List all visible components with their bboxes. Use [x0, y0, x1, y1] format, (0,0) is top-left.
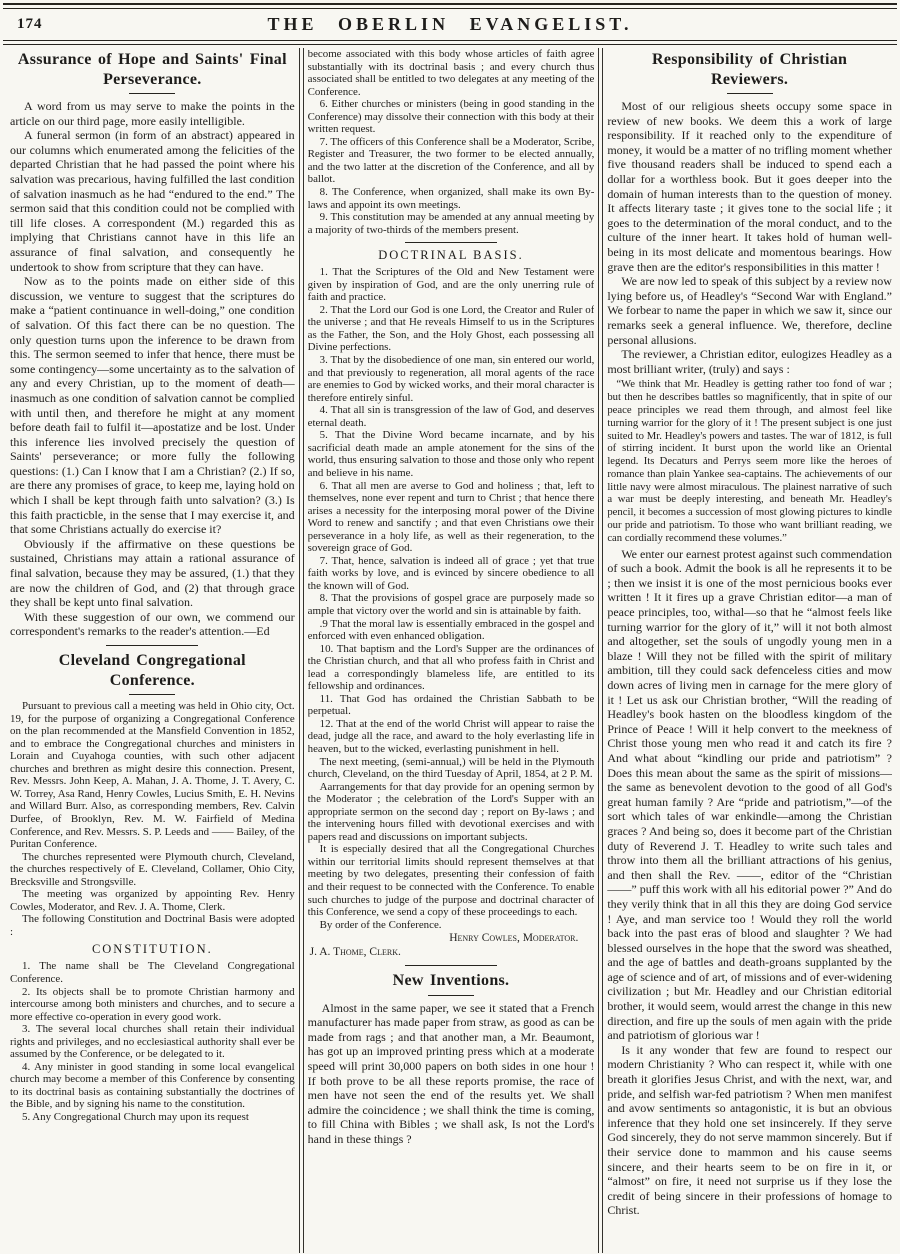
headline-rule: [129, 93, 175, 94]
paragraph: 1. The name shall be The Cleveland Congregational Conference.: [10, 960, 295, 985]
paragraph: Most of our religious sheets occupy some space in review of new books. We deem this a work of large responsibility. If it reached only to the expenditure of money, it would be a matter of no trifling moment whether five thousand readers shall be induced to spend each a dollar for a worthless book. But it goes deeper into the domain of human interests than to the question of money. It affects literary taste ; it gives tone to the social life ; it goes to the determination of the moral conduct, and to the culture of the inner heart. It takes hold of human well-being in its most delicate and momentous bearings. How grave then are the editor's responsibilities in this matter !: [607, 99, 892, 274]
paragraph: Obviously if the affirmative on these questions be sustained, Christians may attain a rational assurance of final salvation, because they may be assured, (1.) that they are now the children of God, and (2) that through grace they shall be kept unto final salvation.: [10, 536, 295, 610]
column-2: [308, 48, 595, 1253]
article-divider: [405, 242, 497, 243]
headline-rule: [727, 93, 773, 94]
paragraph: The following Constitution and Doctrinal Basis were adopted :: [10, 913, 295, 938]
column-3: [607, 48, 892, 1253]
paragraph: 3. That by the disobedience of one man, sin entered our world, and that previously to regeneration, all moral agents of the race are enemies to God by wicked works, and their moral character is therefore entirely sinful.: [307, 354, 595, 404]
paragraph: We enter our earnest protest against such commendation of such a book. Admit the book is all he represents it to be ; then we insist it is one of the most pernicious books ever written ! It it fires up a grave Christian editor—a man of peace principles, too, withal—so that he “almost feels like turning warrior for the glory of it,” will it not both almost and altogether, set the souls of ungodly young men in a blaze ! Will they not be filled with the spirit of military ambition, till they could sack defenceless cities and mow down acres of living men in carnage for the mere glory of it ! Let us ask our Christian brother, “Will the reading of Headley's book hasten on the bloodless kingdom of the Prince of Peace ! Will it help convert to the meekness of Christ those young men who read it and catch its fire ? And what about “kindling our pride and patriotism” ? Does this mean about the same as the spirit of missions—the same as benevolent devotion to the good of all God's great human family ? Are “pride and patriotism,”—of the sort which tales of war enkindle—among the Christian graces ? And being so, does it become part of the Christian duty of Reverend J. T. Headley to write such tales and throw into them all the brilliant attractions of his genius, and then shall the Rev. ——, editor of the “Christian ——” puff this work with all his editorial power ?” And do they verily think that in all this they are doing God service ! Aye, and man service too ! Would they roll the world back into the past eras of blood and slaughter ? We had blessed ourselves in the hope that the sword was sheathed, and the age of battles and death-groans supplanted by the age of science and of art, of missions and of ever-widening civilization ; but Mr. Headley and our Christian editorial brother, it would seem, would arrest the change in this new direction, and fire up the souls of men again with the pride and patriotism of glorious war !: [607, 546, 892, 1043]
paragraph: By order of the Conference.: [319, 918, 442, 931]
signature: J. A. Thome, Clerk.: [309, 946, 401, 959]
section-subhead: CONSTITUTION.: [91, 942, 213, 957]
paragraph: 7. That, hence, salvation is indeed all of grace ; yet that true faith works by love, and is evinced by sincere obedience to all the known will of God.: [307, 554, 595, 592]
paragraph: A funeral sermon (in form of an abstract) appeared in our columns which enumerated among the felicities of the departed Christian that he had passed the point where his salvation was precarious, having fulfilled the last condition of salvation inasmuch as he had “endured to the end.” The sermon said that this condition could not be complied with till life closes. A correspondent (M.) regarded this as implying that Christians cannot have in this life an assurance of final salvation, and consequently he undertook to show from scripture that they can have.: [10, 128, 295, 274]
masthead-title: THE OBERLIN EVANGELIST.: [267, 14, 633, 34]
paragraph: 1. That the Scriptures of the Old and New Testament were given by inspiration of God, and are the only unerring rule of faith and practice.: [307, 266, 595, 304]
paragraph: 10. That baptism and the Lord's Supper are the ordinances of the Christian church, and that all who profess faith in Christ and lead a correspondingly blameless life, are entitled to its fellowship and ordinances.: [307, 642, 595, 693]
article-headline-block: [10, 50, 295, 94]
headline-rule: [129, 694, 175, 695]
paragraph: 3. The several local churches shall retain their individual rights and privileges, and no ecclesiastical authority shall ever be assumed by the Conference, or be delegated to it.: [10, 1023, 295, 1061]
section-subhead: DOCTRINAL BASIS.: [378, 248, 524, 263]
paragraph: become associated with this body whose articles of faith agree substantially with its doctrinal basis ; and every church thus associated shall be entitled to two delegates at any meeting of the Conference.: [307, 48, 595, 98]
article-headline: Cleveland Congregational Conference.: [58, 652, 246, 689]
paragraph: The reviewer, a Christian editor, eulogizes Headley as a most brilliant writer, (truly) and says :: [607, 347, 892, 376]
paragraph: The next meeting, (semi-annual,) will be held in the Plymouth church, Cleveland, on the third Tuesday of April, 1854, at 2 P. M.: [307, 755, 595, 781]
paragraph: 7. The officers of this Conference shall be a Moderator, Scribe, Register and Treasurer, the two former to be elected annually, and the two latter at the discretion of the Conference, and all by ballot.: [307, 135, 595, 186]
quote-paragraph: “We think that Mr. Headley is getting rather too fond of war ; but then he describes battles so magnificently, that in spite of our peace principles we read them through, and almost feel like turning warrior for the glory of it ! The present subject is one just suited to Mr. Headley's powers and tastes. The war of 1812, is full of stirring incident. It burst upon the world like an Oriental legend. Its Decaturs and Perrys seem more like the heroes of romance than plain Yankee sea-captains. The achievements of our little navy were almost miraculous. The plainest narrative of such a war must be deeply interesting, and beneath Mr. Headley's pencil, it becomes a succession of most glowing pictures to kindle our pride and patriotism. To those who want brilliant reading, we can cordially recommend these volumes.”: [607, 378, 892, 544]
paragraph: The churches represented were Plymouth church, Cleveland, the churches respectively of E. Cleveland, Collamer, Ohio City, Brecksville and Strongsville.: [10, 850, 295, 888]
column-1: [10, 48, 295, 1253]
column-separator: [598, 48, 603, 1253]
paragraph: 9. This constitution may be amended at any annual meeting by a majority of two-thirds of the members present.: [307, 211, 595, 236]
paragraph: We are now led to speak of this subject by a review now lying before us, of Headley's “Second War with England.” We forbear to name the paper in which we saw it, since our remarks seek a general influence. We, therefore, decline personal allusions.: [607, 274, 892, 347]
paragraph: A word from us may serve to make the points in the article on our third page, more easily intelligible.: [10, 99, 295, 128]
paragraph: 12. That at the end of the world Christ will appear to raise the dead, judge all the race, and award to the holy everlasting life in heaven, but to the wicked, everlasting punishment in hell.: [307, 717, 595, 755]
article-headline-block: [308, 971, 595, 996]
article-divider: [106, 645, 198, 646]
paragraph: Aarrangements for that day provide for an opening sermon by the Moderator ; the celebration of the Lord's Supper with an appropriate sermon on the second day ; report on By-laws ; and the intervening hours filled with devotional exercises and with papers read and discussions on important subjects.: [307, 780, 595, 843]
paragraph: 8. That the provisions of gospel grace are purposely made so ample that victory over the world and sin is attainable by faith.: [307, 592, 595, 617]
columns-area: [0, 45, 900, 1253]
column-separator: [299, 48, 304, 1253]
paragraph: Is it any wonder that few are found to respect our modern Christianity ? Who can respect it, while with one breath it glorifies Jesus Christ, and with the next, war, and pride, and selfish war-fed patriotism ? When men manifest and avow sentiments so antagonistic, it is but an obvious inference that they hold one set insincerely. If they serve God sincerely, they do not serve mammon sincerely. But if their service done to mammon and his cause seems sincere, and their hearts seem to be on fire in it, or “almost” on fire, it need not surprise us if they lose the credit of being sincere in their professions of homage to Christ.: [607, 1042, 892, 1218]
paragraph: The meeting was organized by appointing Rev. Henry Cowles, Moderator, and Rev. J. A. Thome, Clerk.: [10, 888, 295, 913]
paragraph: It is especially desired that all the Congregational Churches within our territorial limits should represent themselves at that meeting by two delegates, presenting their confession of faith and their request to be connected with the Conference. To enable such churches to judge of the purpose and doctrinal character of this Conference, we send a copy of these proceedings to each.: [307, 843, 595, 919]
paragraph: Now as to the points made on either side of this discussion, we venture to suggest that the scriptures do make a “patient continuance in well-doing,” one condition of salvation. Of this fact there can be no question. The only question turns upon the inference to be drawn from this. The sermon seemed to infer that hence, there must be some contingency—some uncertainty as to the salvation of any and every Christian, up to the moment of death—inasmuch as one condition of salvation cannot be complied with until then, and therefore he might at any moment before death fail to fulfil it—apostatize and be lost. Under this inference lies involved precisely the question of Saints' perseverance; or more fully the following questions: (1.) Can I know that I am a Christian? (2.) If so, are there any promises of grace, to keep me, laying hold on which I shall be kept through faith unto salvation? (3.) Is this faith practicble, in the sense that I may exercise it, and that some Christians actually do exercise it?: [10, 274, 295, 537]
paragraph: 4. That all sin is transgression of the law of God, and deserves eternal death.: [307, 404, 595, 429]
paragraph: 5. Any Congregational Church may upon its request: [22, 1110, 249, 1123]
signature: Henry Cowles, Moderator.: [449, 932, 579, 945]
article-headline-block: [607, 50, 892, 94]
paragraph: Almost in the same paper, we see it stated that a French manufacturer has made paper from straw, as good as can be made from rags ; and that another man, a Mr. Beaumont, has got up an improved printing press which at a moderate speed will print 30,000 papers on both sides in one hour ! If both prove to be all these reports promise, the race of men have not seen the end of the results yet. We shall admire the coincidence ; we shall think the time is coming, to fill China with Bibles ; we shall ask, Is not the Lord's hand in these things ?: [307, 1000, 595, 1147]
masthead-band: [0, 9, 900, 40]
page-number: 174: [17, 16, 43, 32]
paragraph: 8. The Conference, when organized, shall make its own By-laws and appoint its own meetings.: [307, 186, 595, 211]
paragraph: With these suggestion of our own, we commend our correspondent's remarks to the reader's attention.—Ed: [10, 609, 295, 639]
article-headline-block: [10, 651, 295, 695]
paragraph: 11. That God has ordained the Christian Sabbath to be perpetual.: [307, 692, 595, 718]
article-divider: [405, 965, 497, 966]
paragraph: 6. That all men are averse to God and holiness ; that, left to themselves, none ever repent and turn to Christ ; that hence there arises a necessity for the interposing moral power of the Divine Word to renew and sanctify ; and that even Christians owe their perseverance in a holy life, as well as their regeneration, to the sovereign grace of God.: [307, 479, 595, 555]
paragraph: .9 That the moral law is essentially embraced in the gospel and enforced with even enhanced obligation.: [307, 617, 595, 643]
paragraph: Pursuant to previous call a meeting was held in Ohio city, Oct. 19, for the purpose of organizing a Congregational Conference on the plan recommended at the Mansfield Convention in 1852, and to embrace the Congregational churches and ministers in Lorain and Cuyahoga counties, with such other adjacent churches and brethren as might desire this connection. Present, Rev. Messrs. John Keep, A. Mahan, J. A. Thome, J. T. Avery, C. W. Torrey, Asa Rand, Henry Cowles, Lucius Smith, E. H. Nevins and Willard Burr. Also, as corresponding members, Rev. Calvin Durfee, of Brooklyn, Rev. M. W. Fairfield of Medina Conference, and Rev. Messrs. S. P. Leeds and —— Bailey, of the Puritan Conference.: [10, 700, 295, 851]
paragraph: 4. Any minister in good standing in some local evangelical church may become a member of this Conference by consenting to its doctrinal basis as containing substantially the doctrines of the Bible, and by signing his name to the constitution.: [10, 1060, 295, 1111]
article-headline: Assurance of Hope and Saints' Final Perseverance.: [17, 51, 287, 88]
headline-rule: [428, 995, 474, 996]
paragraph: 2. That the Lord our God is one Lord, the Creator and Ruler of the universe ; and that He reveals Himself to us in the Scriptures as the Father, the Son, and the Holy Ghost, each possessing all Divine perfections.: [307, 303, 595, 354]
article-headline: New Inventions.: [392, 972, 510, 990]
paragraph: 6. Either churches or ministers (being in good standing in the Conference) may dissolve their connection with this body at their written request.: [307, 98, 595, 136]
paragraph: 2. Its objects shall be to promote Christian harmony and intercourse among both ministers and churches, and to secure a more effective co-operation in every good work.: [10, 985, 295, 1023]
paragraph: 5. That the Divine Word became incarnate, and by his sacrificial death made an ample atonement for the sins of the world, thus ensuring salvation to those and those only who repent and believe in his name.: [307, 429, 595, 479]
article-headline: Responsibility of Christian Reviewers.: [652, 51, 848, 88]
